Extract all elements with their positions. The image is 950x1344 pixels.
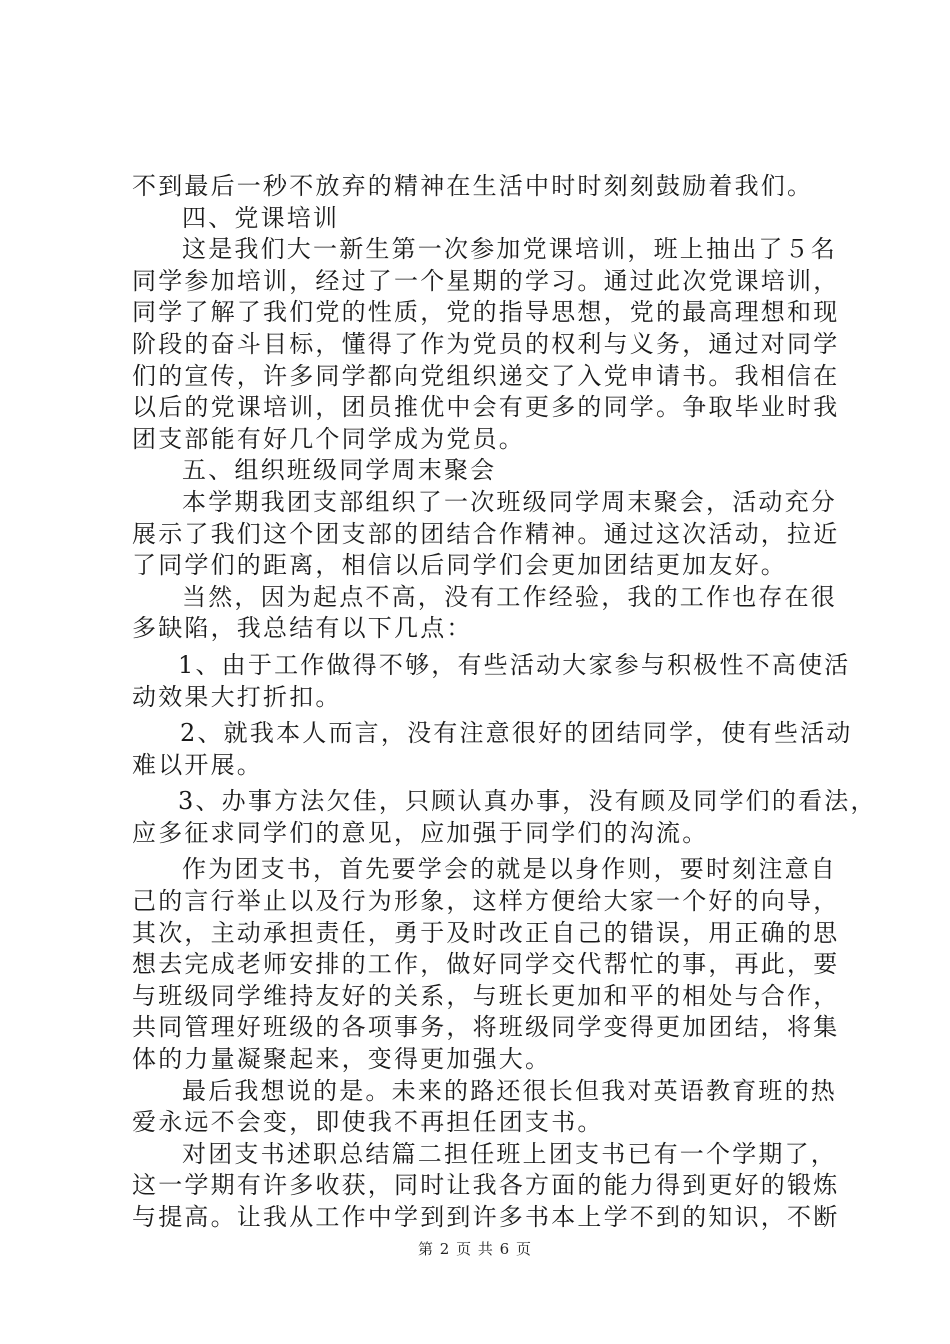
text-line: 1、由于工作做得不够，有些活动大家参与积极性不高使活 — [178, 650, 851, 679]
text-line: 共同管理好班级的各项事务，将班级同学变得更加团结，将集 — [132, 1013, 840, 1042]
text-line: 作为团支书，首先要学会的就是以身作则，要时刻注意自 — [182, 855, 837, 884]
text-line: 体的力量凝聚起来，变得更加强大。 — [132, 1045, 552, 1074]
text-line: 阶段的奋斗目标，懂得了作为党员的权利与义务，通过对同学 — [132, 329, 840, 358]
text-line: 五、组织班级同学周末聚会 — [182, 456, 497, 485]
text-line: 这是我们大一新生第一次参加党课培训，班上抽出了５名 — [182, 235, 837, 264]
text-line: 当然，因为起点不高，没有工作经验，我的工作也存在很 — [182, 582, 837, 611]
text-line: 己的言行举止以及行为形象，这样方便给大家一个好的向导， — [132, 887, 840, 916]
text-line: 与提高。让我从工作中学到到许多书本上学不到的知识，不断 — [132, 1203, 840, 1231]
text-line: 四、党课培训 — [182, 203, 340, 232]
text-line: 本学期我团支部组织了一次班级同学周末聚会，活动充分 — [182, 487, 837, 516]
text-line: 同学了解了我们党的性质，党的指导思想，党的最高理想和现 — [132, 298, 840, 327]
page-footer: 第 2 页 共 6 页 — [418, 1240, 532, 1258]
text-line: 应多征求同学们的意见，应加强于同学们的沟流。 — [132, 818, 709, 847]
text-line: 爱永远不会变，即使我不再担任团支书。 — [132, 1108, 604, 1137]
text-line: 对团支书述职总结篇二担任班上团支书已有一个学期了， — [182, 1139, 837, 1168]
text-line: 了同学们的距离，相信以后同学们会更加团结更加友好。 — [132, 551, 787, 580]
text-line: 这一学期有许多收获，同时让我各方面的能力得到更好的锻炼 — [132, 1171, 840, 1200]
text-line: 与班级同学维持友好的关系，与班长更加和平的相处与合作， — [132, 981, 840, 1010]
text-line: 3、办事方法欠佳，只顾认真办事，没有顾及同学们的看法， — [178, 787, 877, 816]
text-line: 团支部能有好几个同学成为党员。 — [132, 424, 525, 453]
text-line: 们的宣传，许多同学都向党组织递交了入党申请书。我相信在 — [132, 361, 840, 390]
text-line: 同学参加培训，经过了一个星期的学习。通过此次党课培训， — [132, 266, 840, 295]
document-body — [132, 171, 877, 1234]
text-line: 不到最后一秒不放弃的精神在生活中时时刻刻鼓励着我们。 — [132, 172, 814, 200]
text-line: 以后的党课培训，团员推优中会有更多的同学。争取毕业时我 — [132, 393, 840, 422]
text-line: 其次，主动承担责任，勇于及时改正自己的错误，用正确的思 — [132, 918, 840, 947]
text-line: 最后我想说的是。未来的路还很长但我对英语教育班的热 — [182, 1076, 837, 1105]
text-line: 难以开展。 — [132, 750, 263, 779]
text-line: 动效果大打折扣。 — [132, 682, 342, 711]
text-line: 想去完成老师安排的工作，做好同学交代帮忙的事，再此，要 — [132, 950, 840, 979]
text-line: 展示了我们这个团支部的团结合作精神。通过这次活动，拉近 — [132, 519, 840, 548]
text-line: 多缺陷，我总结有以下几点： — [132, 614, 473, 643]
text-line: 2、就我本人而言，没有注意很好的团结同学，使有些活动 — [180, 719, 853, 748]
